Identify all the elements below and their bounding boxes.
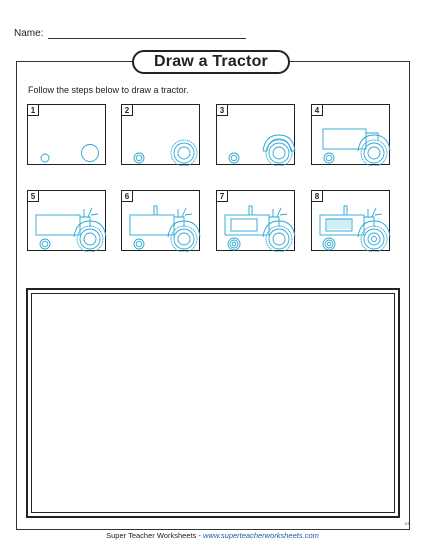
- step-number: 3: [216, 104, 228, 116]
- instructions-text: Follow the steps below to draw a tractor.: [28, 85, 189, 95]
- corner-mark: KS: [405, 521, 411, 526]
- step-number: 2: [121, 104, 133, 116]
- name-label: Name:: [14, 28, 44, 39]
- drawing-area-inner-border: [31, 293, 395, 513]
- drawing-area[interactable]: [26, 288, 400, 518]
- footer-link[interactable]: www.superteacherworksheets.com: [202, 531, 319, 540]
- footer-brand: Super Teacher Worksheets: [106, 531, 197, 540]
- step-panel-8: [311, 190, 390, 251]
- step-2-drawing: [122, 105, 201, 166]
- step-number: 8: [311, 190, 323, 202]
- step-5-drawing: [28, 191, 107, 252]
- step-panel-5: [27, 190, 106, 251]
- step-3-drawing: [217, 105, 296, 166]
- step-7-drawing: [217, 191, 296, 252]
- step-number: 1: [27, 104, 39, 116]
- step-panel-6: [121, 190, 200, 251]
- step-panel-2: [121, 104, 200, 165]
- step-panel-3: [216, 104, 295, 165]
- step-panel-4: [311, 104, 390, 165]
- worksheet-title: Draw a Tractor: [132, 50, 290, 74]
- name-line[interactable]: [48, 38, 246, 39]
- step-1-drawing: [28, 105, 107, 166]
- step-number: 7: [216, 190, 228, 202]
- step-8-drawing: [312, 191, 391, 252]
- step-number: 6: [121, 190, 133, 202]
- footer-separator: -: [196, 531, 203, 540]
- step-number: 5: [27, 190, 39, 202]
- step-6-drawing: [122, 191, 201, 252]
- step-4-drawing: [312, 105, 391, 166]
- step-number: 4: [311, 104, 323, 116]
- footer: [0, 531, 425, 540]
- step-panel-1: [27, 104, 106, 165]
- step-panel-7: [216, 190, 295, 251]
